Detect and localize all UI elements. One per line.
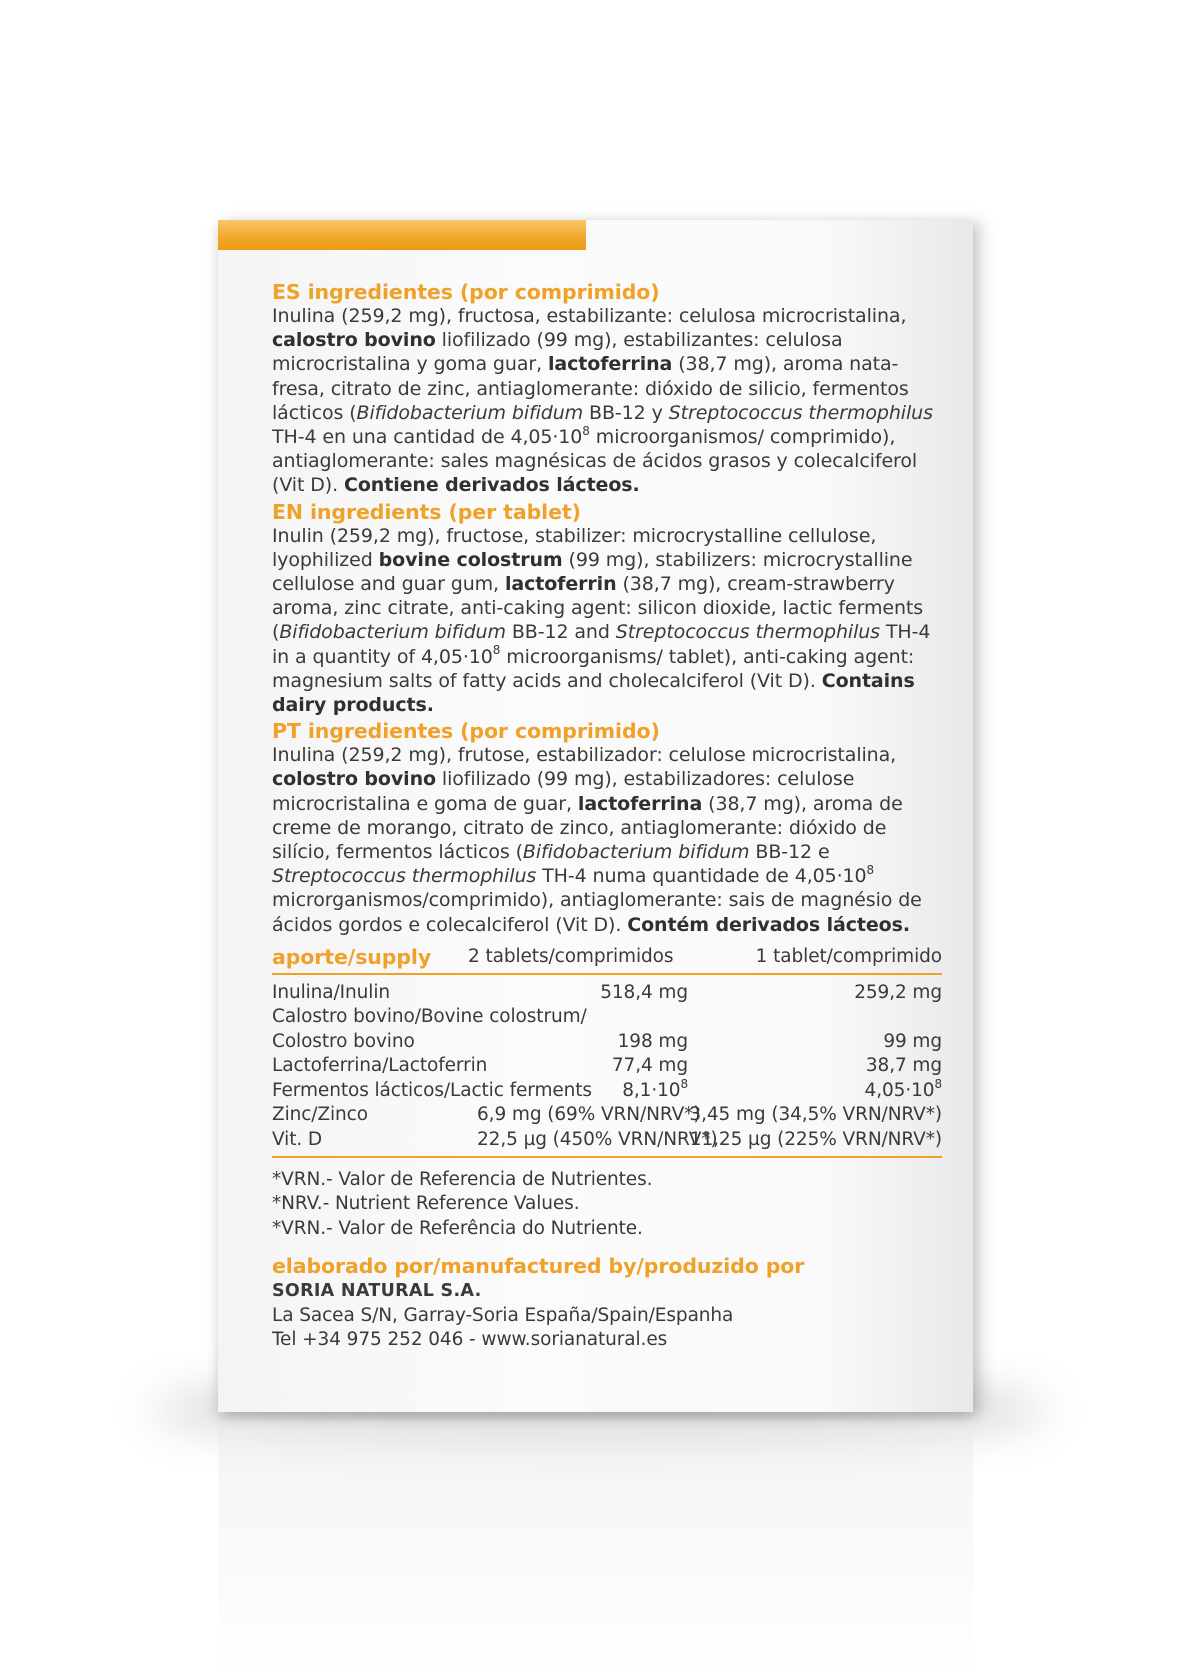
supply-col-2-tablets: 2 tablets/comprimidos: [468, 945, 674, 967]
table-row: Calostro bovino/Bovine colostrum/: [272, 1006, 587, 1028]
box-reflection: [218, 1420, 973, 1680]
label-content: [272, 280, 942, 1352]
company-contact: Tel +34 975 252 046 - www.sorianatural.es: [272, 1328, 668, 1350]
es-heading: ES ingredientes (por comprimido): [272, 280, 660, 304]
manufacturer-heading: elaborado por/manufactured by/produzido por: [272, 1254, 805, 1279]
supply-title: aporte/supply: [272, 944, 432, 969]
supply-header: [272, 945, 942, 975]
footnotes: [272, 1168, 942, 1241]
table-row: Colostro bovino 198 mg 99 mg: [272, 1030, 942, 1052]
table-row: Zinc/Zinco 6,9 mg (69% VRN/NRV*) 3,45 mg (34,5% VRN/NRV*): [272, 1104, 942, 1126]
manufacturer-info: [272, 1279, 942, 1352]
pt-ingredients: Inulina (259,2 mg), frutose, estabilizador: celulose microcristalina, colostro bovino liofilizado (99 mg), estabilizadores: celulose microcristalina e goma de guar, lactoferrina (38,7 mg), aroma de creme de morango, citrato de zinco, antiaglomerante: dióxido de silício, fermentos lácticos (Bifidobacterium bifidum BB-12 e Streptococcus thermophilus TH-4 numa quantidade de $4,05\cdot 10^8$ microrganismos/comprimido), antiaglomerante: sais de magnésio de ácidos gordos e colecalciferol (Vit D). Contém derivados lácteos.: [272, 744, 922, 936]
table-row: Fermentos lácticos/Lactic ferments $8,1\cdot 10^8$ $4,05\cdot 10^8$: [272, 1076, 942, 1101]
es-ingredients: Inulina (259,2 mg), fructosa, estabilizante: celulosa microcristalina, calostro bovino liofilizado (99 mg), estabilizantes: celulosa microcristalina y goma guar, lactoferrina (38,7 mg), aroma nata-fresa, citrato de zinc, antiaglomerante: dióxido de silicio, fermentos lácticos (Bifidobacterium bifidum BB-12 y Streptococcus thermophilus TH-4 en una cantidad de $4,05\cdot 10^8$ microorganismos/ comprimido), antiaglomerante: sales magnésicas de ácidos grasos y colecalciferol (Vit D). Contiene derivados lácteos.: [272, 305, 933, 497]
company-name: SORIA NATURAL S.A.: [272, 1281, 482, 1302]
supply-table: [272, 975, 942, 1158]
accent-bar: [218, 220, 586, 250]
company-address: La Sacea S/N, Garray-Soria España/Spain/Espanha: [272, 1304, 734, 1326]
table-row: Inulina/Inulin 518,4 mg 259,2 mg: [272, 982, 942, 1004]
en-heading: EN ingredients (per tablet): [272, 499, 581, 524]
supply-col-1-tablet: 1 tablet/comprimido: [755, 945, 942, 967]
footnote: *VRN.- Valor de Referência do Nutriente.: [272, 1217, 643, 1239]
footnote: *VRN.- Valor de Referencia de Nutrientes.: [272, 1168, 653, 1190]
table-row: Lactoferrina/Lactoferrin 77,4 mg 38,7 mg: [272, 1055, 942, 1077]
en-ingredients: Inulin (259,2 mg), fructose, stabilizer: microcrystalline cellulose, lyophilized bovine colostrum (99 mg), stabilizers: microcrystalline cellulose and guar gum, lactoferrin (38,7 mg), cream-strawberry aroma, zinc citrate, anti-caking agent: silicon dioxide, lactic ferments (Bifidobacterium bifidum BB-12 and Streptococcus thermophilus TH-4 in a quantity of $4,05\cdot 10^8$ microorganisms/ tablet), anti-caking agent: magnesium salts of fatty acids and cholecalciferol (Vit D). Contains dairy products.: [272, 524, 931, 717]
product-box-back: [218, 220, 973, 1412]
pt-heading: PT ingredientes (por comprimido): [272, 719, 660, 744]
footnote: *NRV.- Nutrient Reference Values.: [272, 1193, 580, 1215]
table-row: Vit. D 22,5 µg (450% VRN/NRV*) 11,25 µg (225% VRN/NRV*): [272, 1128, 942, 1150]
